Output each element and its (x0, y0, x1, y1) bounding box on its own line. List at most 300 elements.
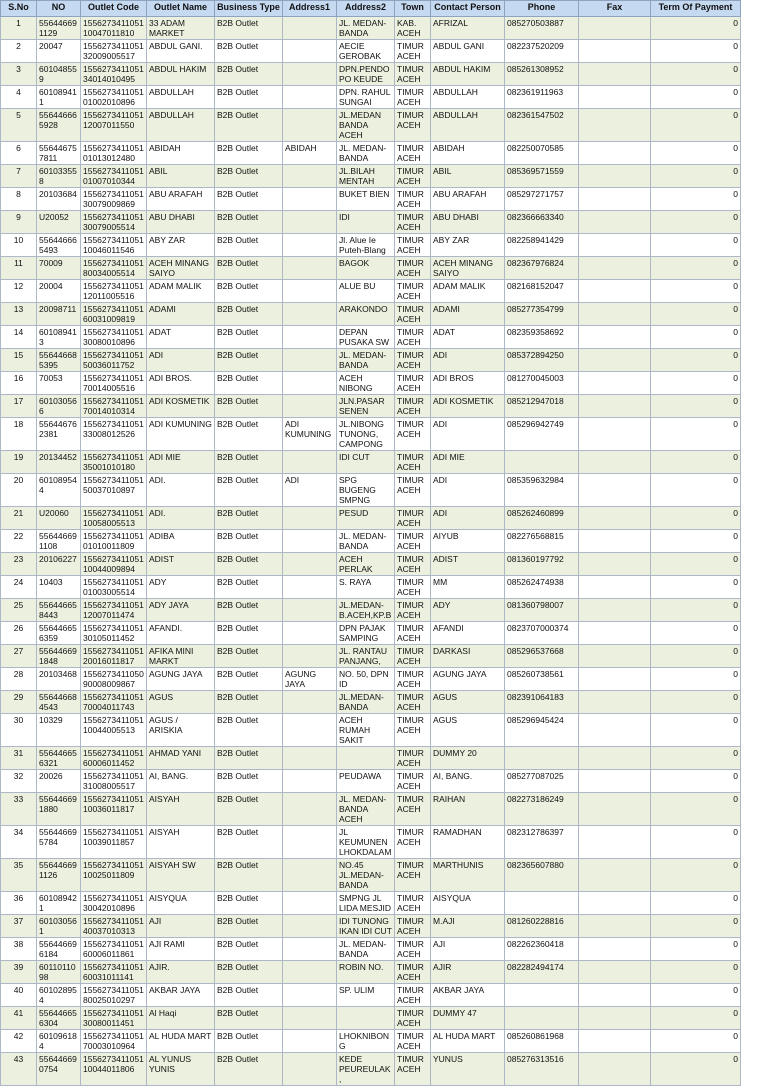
cell-address2[interactable]: JL. MEDAN-BANDA ACEH (337, 793, 395, 826)
cell-sno[interactable]: 38 (1, 938, 37, 961)
table-row[interactable] (1, 691, 741, 714)
cell-term-of-payment[interactable]: 0 (651, 395, 741, 418)
table-row[interactable] (1, 372, 741, 395)
cell-address2[interactable]: AECIE GEROBAK (337, 40, 395, 63)
cell-outlet-name[interactable]: ABDUL GANI. (147, 40, 215, 63)
cell-town[interactable]: TIMUR ACEH (395, 961, 431, 984)
cell-sno[interactable]: 20 (1, 474, 37, 507)
cell-no[interactable]: 601030566 (37, 395, 81, 418)
table-row[interactable] (1, 984, 741, 1007)
table-row[interactable] (1, 599, 741, 622)
cell-business-type[interactable]: B2B Outlet (215, 303, 283, 326)
cell-sno[interactable]: 22 (1, 530, 37, 553)
cell-sno[interactable]: 29 (1, 691, 37, 714)
cell-outlet-name[interactable]: ADI KOSMETIK (147, 395, 215, 418)
cell-address1[interactable] (283, 859, 337, 892)
cell-contact-person[interactable]: ADAM MALIK (431, 280, 505, 303)
cell-term-of-payment[interactable]: 0 (651, 1030, 741, 1053)
cell-business-type[interactable]: B2B Outlet (215, 234, 283, 257)
cell-sno[interactable]: 16 (1, 372, 37, 395)
cell-outlet-name[interactable]: ABDULLAH (147, 109, 215, 142)
table-row[interactable] (1, 211, 741, 234)
cell-no[interactable]: 6011011098 (37, 961, 81, 984)
cell-town[interactable]: TIMUR ACEH (395, 395, 431, 418)
table-row[interactable] (1, 17, 741, 40)
cell-sno[interactable]: 26 (1, 622, 37, 645)
cell-town[interactable]: TIMUR ACEH (395, 109, 431, 142)
cell-fax[interactable] (579, 770, 651, 793)
table-row[interactable] (1, 714, 741, 747)
cell-no[interactable]: 20134452 (37, 451, 81, 474)
cell-phone[interactable]: 085212947018 (505, 395, 579, 418)
cell-outlet-code[interactable]: 155627341105110047011810 (81, 17, 147, 40)
cell-phone[interactable]: 082361547502 (505, 109, 579, 142)
cell-business-type[interactable]: B2B Outlet (215, 747, 283, 770)
table-row[interactable] (1, 961, 741, 984)
cell-term-of-payment[interactable]: 0 (651, 668, 741, 691)
cell-address1[interactable] (283, 326, 337, 349)
table-row[interactable] (1, 418, 741, 451)
cell-sno[interactable]: 35 (1, 859, 37, 892)
cell-address1[interactable] (283, 395, 337, 418)
cell-fax[interactable] (579, 188, 651, 211)
cell-term-of-payment[interactable]: 0 (651, 17, 741, 40)
cell-business-type[interactable]: B2B Outlet (215, 280, 283, 303)
cell-sno[interactable]: 15 (1, 349, 37, 372)
cell-sno[interactable]: 24 (1, 576, 37, 599)
cell-address2[interactable]: ROBIN NO. (337, 961, 395, 984)
cell-business-type[interactable]: B2B Outlet (215, 984, 283, 1007)
cell-outlet-code[interactable]: 155627341105130080010896 (81, 326, 147, 349)
cell-outlet-code[interactable]: 155627341105101010011809 (81, 530, 147, 553)
cell-phone[interactable]: 0823707000374 (505, 622, 579, 645)
cell-outlet-name[interactable]: AISYQUA (147, 892, 215, 915)
cell-fax[interactable] (579, 668, 651, 691)
cell-no[interactable]: 20098711 (37, 303, 81, 326)
cell-no[interactable]: 601033558 (37, 165, 81, 188)
cell-outlet-code[interactable]: 155627341105110058005513 (81, 507, 147, 530)
table-row[interactable] (1, 1030, 741, 1053)
table-row[interactable] (1, 303, 741, 326)
cell-fax[interactable] (579, 303, 651, 326)
cell-town[interactable]: TIMUR ACEH (395, 793, 431, 826)
table-row[interactable] (1, 109, 741, 142)
cell-fax[interactable] (579, 86, 651, 109)
table-row[interactable] (1, 349, 741, 372)
cell-business-type[interactable]: B2B Outlet (215, 1053, 283, 1086)
cell-sno[interactable]: 40 (1, 984, 37, 1007)
table-row[interactable] (1, 234, 741, 257)
cell-contact-person[interactable]: ADI MIE (431, 451, 505, 474)
cell-fax[interactable] (579, 530, 651, 553)
cell-fax[interactable] (579, 63, 651, 86)
table-row[interactable] (1, 326, 741, 349)
cell-fax[interactable] (579, 961, 651, 984)
cell-no[interactable]: 556446656304 (37, 1007, 81, 1030)
cell-no[interactable]: 20103684 (37, 188, 81, 211)
cell-sno[interactable]: 42 (1, 1030, 37, 1053)
cell-sno[interactable]: 2 (1, 40, 37, 63)
cell-outlet-name[interactable]: ADI (147, 349, 215, 372)
cell-address1[interactable] (283, 372, 337, 395)
cell-no[interactable]: 556446656321 (37, 747, 81, 770)
cell-contact-person[interactable]: ADI BROS (431, 372, 505, 395)
cell-address1[interactable] (283, 826, 337, 859)
cell-address2[interactable]: JL. RANTAU PANJANG, (337, 645, 395, 668)
cell-outlet-name[interactable]: AISYAH SW (147, 859, 215, 892)
cell-sno[interactable]: 3 (1, 63, 37, 86)
cell-town[interactable]: TIMUR ACEH (395, 234, 431, 257)
cell-term-of-payment[interactable]: 0 (651, 63, 741, 86)
cell-outlet-name[interactable]: AFIKA MINI MARKT (147, 645, 215, 668)
cell-outlet-name[interactable]: ADI KUMUNING (147, 418, 215, 451)
cell-town[interactable]: TIMUR ACEH (395, 530, 431, 553)
cell-fax[interactable] (579, 280, 651, 303)
cell-contact-person[interactable]: MM (431, 576, 505, 599)
cell-address2[interactable]: NO. 50, DPN ID (337, 668, 395, 691)
table-row[interactable] (1, 576, 741, 599)
cell-town[interactable]: TIMUR ACEH (395, 1053, 431, 1086)
cell-sno[interactable]: 36 (1, 892, 37, 915)
cell-contact-person[interactable]: ABDUL HAKIM (431, 63, 505, 86)
cell-address1[interactable]: ABIDAH (283, 142, 337, 165)
cell-fax[interactable] (579, 915, 651, 938)
cell-sno[interactable]: 4 (1, 86, 37, 109)
cell-fax[interactable] (579, 165, 651, 188)
cell-address1[interactable] (283, 211, 337, 234)
cell-term-of-payment[interactable]: 0 (651, 984, 741, 1007)
cell-outlet-name[interactable]: ABDUL HAKIM (147, 63, 215, 86)
cell-town[interactable]: TIMUR ACEH (395, 938, 431, 961)
cell-no[interactable]: 556446684543 (37, 691, 81, 714)
cell-address1[interactable] (283, 961, 337, 984)
cell-contact-person[interactable]: AFRIZAL (431, 17, 505, 40)
cell-business-type[interactable]: B2B Outlet (215, 165, 283, 188)
cell-address1[interactable] (283, 645, 337, 668)
cell-outlet-name[interactable]: ABIL (147, 165, 215, 188)
cell-term-of-payment[interactable]: 0 (651, 938, 741, 961)
cell-contact-person[interactable]: ABDULLAH (431, 86, 505, 109)
cell-outlet-code[interactable]: 155627341105130080011451 (81, 1007, 147, 1030)
cell-town[interactable]: TIMUR ACEH (395, 211, 431, 234)
cell-phone[interactable]: 085270503887 (505, 17, 579, 40)
table-row[interactable] (1, 1007, 741, 1030)
table-row[interactable] (1, 257, 741, 280)
cell-no[interactable]: 601048559 (37, 63, 81, 86)
cell-no[interactable]: 601096184 (37, 1030, 81, 1053)
cell-address1[interactable] (283, 165, 337, 188)
cell-address1[interactable] (283, 1030, 337, 1053)
cell-business-type[interactable]: B2B Outlet (215, 1030, 283, 1053)
cell-address1[interactable]: AGUNG JAYA (283, 668, 337, 691)
cell-sno[interactable]: 12 (1, 280, 37, 303)
cell-fax[interactable] (579, 474, 651, 507)
cell-town[interactable]: TIMUR ACEH (395, 326, 431, 349)
cell-fax[interactable] (579, 257, 651, 280)
cell-business-type[interactable]: B2B Outlet (215, 507, 283, 530)
cell-no[interactable]: 556446762381 (37, 418, 81, 451)
cell-phone[interactable]: 082237520209 (505, 40, 579, 63)
cell-sno[interactable]: 7 (1, 165, 37, 188)
cell-outlet-name[interactable]: AI, BANG. (147, 770, 215, 793)
cell-outlet-code[interactable]: 155627341105170003010964 (81, 1030, 147, 1053)
cell-business-type[interactable]: B2B Outlet (215, 326, 283, 349)
cell-no[interactable]: 10329 (37, 714, 81, 747)
cell-address2[interactable] (337, 1007, 395, 1030)
cell-town[interactable]: TIMUR ACEH (395, 303, 431, 326)
cell-fax[interactable] (579, 714, 651, 747)
cell-outlet-code[interactable]: 155627341105135001010180 (81, 451, 147, 474)
cell-business-type[interactable]: B2B Outlet (215, 418, 283, 451)
cell-no[interactable]: 556446695784 (37, 826, 81, 859)
table-row[interactable] (1, 793, 741, 826)
col-header-business-type[interactable]: Business Type (215, 1, 283, 17)
cell-address1[interactable] (283, 507, 337, 530)
cell-phone[interactable]: 082359358692 (505, 326, 579, 349)
cell-outlet-code[interactable]: 155627341105140037010313 (81, 915, 147, 938)
cell-outlet-code[interactable]: 155627341105130079009869 (81, 188, 147, 211)
cell-contact-person[interactable]: AKBAR JAYA (431, 984, 505, 1007)
cell-address1[interactable] (283, 530, 337, 553)
cell-phone[interactable]: 085372894250 (505, 349, 579, 372)
cell-contact-person[interactable]: DUMMY 47 (431, 1007, 505, 1030)
cell-outlet-code[interactable]: 155627341105110044005513 (81, 714, 147, 747)
cell-outlet-code[interactable]: 155627341105110046011546 (81, 234, 147, 257)
cell-address1[interactable] (283, 915, 337, 938)
table-row[interactable] (1, 553, 741, 576)
cell-town[interactable]: TIMUR ACEH (395, 599, 431, 622)
cell-contact-person[interactable]: AJI (431, 938, 505, 961)
cell-address2[interactable]: JL.NIBONG TUNONG, CAMPONG (337, 418, 395, 451)
cell-town[interactable]: TIMUR ACEH (395, 372, 431, 395)
cell-town[interactable]: TIMUR ACEH (395, 859, 431, 892)
cell-no[interactable]: 556446690754 (37, 1053, 81, 1086)
cell-business-type[interactable]: B2B Outlet (215, 395, 283, 418)
cell-outlet-name[interactable]: ABY ZAR (147, 234, 215, 257)
cell-no[interactable]: 556446665493 (37, 234, 81, 257)
cell-address2[interactable]: BAGOK (337, 257, 395, 280)
cell-fax[interactable] (579, 349, 651, 372)
cell-business-type[interactable]: B2B Outlet (215, 40, 283, 63)
cell-sno[interactable]: 41 (1, 1007, 37, 1030)
cell-address2[interactable]: JL. MEDAN-BANDA (337, 349, 395, 372)
cell-contact-person[interactable]: ADIST (431, 553, 505, 576)
cell-town[interactable]: TIMUR ACEH (395, 63, 431, 86)
cell-address2[interactable]: DPN PAJAK SAMPING (337, 622, 395, 645)
cell-phone[interactable]: 081360197792 (505, 553, 579, 576)
cell-phone[interactable]: 085277354799 (505, 303, 579, 326)
col-header-sno[interactable]: S.No (1, 1, 37, 17)
cell-outlet-code[interactable]: 155627341105134014010495 (81, 63, 147, 86)
cell-phone[interactable]: 085277087025 (505, 770, 579, 793)
cell-phone[interactable]: 082276568815 (505, 530, 579, 553)
cell-contact-person[interactable]: ADAT (431, 326, 505, 349)
cell-address1[interactable] (283, 747, 337, 770)
cell-town[interactable]: TIMUR ACEH (395, 826, 431, 859)
cell-term-of-payment[interactable]: 0 (651, 961, 741, 984)
cell-sno[interactable]: 9 (1, 211, 37, 234)
cell-contact-person[interactable]: DUMMY 20 (431, 747, 505, 770)
cell-address1[interactable] (283, 303, 337, 326)
table-row[interactable] (1, 668, 741, 691)
cell-outlet-name[interactable]: ADI MIE (147, 451, 215, 474)
cell-no[interactable]: 20004 (37, 280, 81, 303)
cell-address1[interactable] (283, 257, 337, 280)
cell-phone[interactable]: 085296945424 (505, 714, 579, 747)
cell-term-of-payment[interactable]: 0 (651, 915, 741, 938)
cell-sno[interactable]: 14 (1, 326, 37, 349)
cell-no[interactable]: U20052 (37, 211, 81, 234)
cell-address2[interactable]: IDI TUNONG IKAN IDI CUT (337, 915, 395, 938)
cell-outlet-code[interactable]: 155627341105130105011452 (81, 622, 147, 645)
cell-sno[interactable]: 10 (1, 234, 37, 257)
cell-term-of-payment[interactable]: 0 (651, 859, 741, 892)
cell-address2[interactable]: JL. MEDAN-BANDA (337, 17, 395, 40)
cell-town[interactable]: TIMUR ACEH (395, 507, 431, 530)
cell-town[interactable]: TIMUR ACEH (395, 668, 431, 691)
cell-fax[interactable] (579, 234, 651, 257)
cell-address2[interactable]: SMPNG JL LIDA MESJID (337, 892, 395, 915)
cell-business-type[interactable]: B2B Outlet (215, 793, 283, 826)
cell-phone[interactable]: 081360798007 (505, 599, 579, 622)
cell-term-of-payment[interactable]: 0 (651, 474, 741, 507)
cell-term-of-payment[interactable]: 0 (651, 770, 741, 793)
cell-sno[interactable]: 6 (1, 142, 37, 165)
cell-phone[interactable]: 085260861968 (505, 1030, 579, 1053)
cell-business-type[interactable]: B2B Outlet (215, 188, 283, 211)
cell-term-of-payment[interactable]: 0 (651, 553, 741, 576)
cell-sno[interactable]: 28 (1, 668, 37, 691)
cell-fax[interactable] (579, 451, 651, 474)
cell-phone[interactable]: 082366663340 (505, 211, 579, 234)
cell-term-of-payment[interactable]: 0 (651, 507, 741, 530)
cell-phone[interactable]: 082367976824 (505, 257, 579, 280)
cell-term-of-payment[interactable]: 0 (651, 165, 741, 188)
cell-outlet-name[interactable]: ABDULLAH (147, 86, 215, 109)
cell-contact-person[interactable]: ABIDAH (431, 142, 505, 165)
cell-town[interactable]: TIMUR ACEH (395, 714, 431, 747)
table-row[interactable] (1, 63, 741, 86)
cell-business-type[interactable]: B2B Outlet (215, 109, 283, 142)
cell-outlet-name[interactable]: AKBAR JAYA (147, 984, 215, 1007)
cell-business-type[interactable]: B2B Outlet (215, 142, 283, 165)
cell-sno[interactable]: 39 (1, 961, 37, 984)
cell-no[interactable]: 556446658443 (37, 599, 81, 622)
cell-fax[interactable] (579, 984, 651, 1007)
cell-term-of-payment[interactable]: 0 (651, 86, 741, 109)
cell-outlet-name[interactable]: ADAM MALIK (147, 280, 215, 303)
cell-outlet-name[interactable]: ADY JAYA (147, 599, 215, 622)
cell-business-type[interactable]: B2B Outlet (215, 938, 283, 961)
cell-outlet-code[interactable]: 155627341105112011005516 (81, 280, 147, 303)
cell-phone[interactable] (505, 1007, 579, 1030)
cell-contact-person[interactable]: AGUS (431, 714, 505, 747)
cell-sno[interactable]: 19 (1, 451, 37, 474)
table-row[interactable] (1, 40, 741, 63)
cell-no[interactable]: 601028954 (37, 984, 81, 1007)
cell-outlet-code[interactable]: 155627341105132009005517 (81, 40, 147, 63)
cell-term-of-payment[interactable]: 0 (651, 280, 741, 303)
cell-address2[interactable]: LHOKNIBONG (337, 1030, 395, 1053)
cell-no[interactable]: 70053 (37, 372, 81, 395)
cell-term-of-payment[interactable]: 0 (651, 40, 741, 63)
cell-contact-person[interactable]: AL HUDA MART (431, 1030, 505, 1053)
cell-address2[interactable]: JL.MEDAN-BANDA (337, 691, 395, 714)
cell-town[interactable]: TIMUR ACEH (395, 553, 431, 576)
cell-address1[interactable] (283, 714, 337, 747)
cell-town[interactable]: TIMUR ACEH (395, 645, 431, 668)
cell-no[interactable]: 601089544 (37, 474, 81, 507)
cell-address1[interactable] (283, 793, 337, 826)
cell-outlet-code[interactable]: 155627341105112007011550 (81, 109, 147, 142)
cell-address2[interactable]: JLN.PASAR SENEN (337, 395, 395, 418)
cell-outlet-name[interactable]: AJI RAMI (147, 938, 215, 961)
cell-fax[interactable] (579, 691, 651, 714)
cell-contact-person[interactable]: AFANDI (431, 622, 505, 645)
cell-sno[interactable]: 21 (1, 507, 37, 530)
cell-address2[interactable]: DPN.PENDOPO KEUDE (337, 63, 395, 86)
cell-address1[interactable] (283, 234, 337, 257)
cell-contact-person[interactable]: YUNUS (431, 1053, 505, 1086)
cell-outlet-code[interactable]: 155627341105133008012526 (81, 418, 147, 451)
cell-fax[interactable] (579, 109, 651, 142)
table-row[interactable] (1, 770, 741, 793)
cell-sno[interactable]: 5 (1, 109, 37, 142)
cell-contact-person[interactable]: ACEH MINANG SAIYO (431, 257, 505, 280)
cell-address2[interactable]: PEUDAWA (337, 770, 395, 793)
cell-address2[interactable]: SPG BUGENG SMPNG (337, 474, 395, 507)
cell-address2[interactable]: ALUE BU (337, 280, 395, 303)
cell-term-of-payment[interactable]: 0 (651, 234, 741, 257)
cell-phone[interactable]: 082391064183 (505, 691, 579, 714)
cell-phone[interactable]: 085369571559 (505, 165, 579, 188)
cell-outlet-code[interactable]: 155627341105110036011817 (81, 793, 147, 826)
cell-sno[interactable]: 18 (1, 418, 37, 451)
cell-outlet-name[interactable]: ABIDAH (147, 142, 215, 165)
cell-fax[interactable] (579, 372, 651, 395)
cell-town[interactable]: TIMUR ACEH (395, 40, 431, 63)
cell-address2[interactable]: JL.MEDAN-B.ACEH,KP.B (337, 599, 395, 622)
cell-phone[interactable]: 082168152047 (505, 280, 579, 303)
table-row[interactable] (1, 142, 741, 165)
table-row[interactable] (1, 280, 741, 303)
cell-address2[interactable]: JL.MEDAN BANDA ACEH (337, 109, 395, 142)
cell-outlet-code[interactable]: 155627341105130042010896 (81, 892, 147, 915)
cell-term-of-payment[interactable]: 0 (651, 418, 741, 451)
cell-town[interactable]: TIMUR ACEH (395, 257, 431, 280)
col-header-address1[interactable]: Address1 (283, 1, 337, 17)
cell-term-of-payment[interactable]: 0 (651, 109, 741, 142)
cell-sno[interactable]: 25 (1, 599, 37, 622)
cell-address1[interactable] (283, 451, 337, 474)
cell-address2[interactable]: DEPAN PUSAKA SW (337, 326, 395, 349)
cell-address2[interactable]: S. RAYA (337, 576, 395, 599)
cell-sno[interactable]: 11 (1, 257, 37, 280)
cell-town[interactable]: TIMUR ACEH (395, 691, 431, 714)
cell-business-type[interactable]: B2B Outlet (215, 63, 283, 86)
cell-business-type[interactable]: B2B Outlet (215, 826, 283, 859)
cell-town[interactable]: TIMUR ACEH (395, 747, 431, 770)
cell-outlet-code[interactable]: 155627341105112007011474 (81, 599, 147, 622)
cell-contact-person[interactable]: ADI (431, 507, 505, 530)
cell-term-of-payment[interactable]: 0 (651, 826, 741, 859)
cell-address2[interactable]: ACEH PERLAK (337, 553, 395, 576)
cell-phone[interactable]: 082365607880 (505, 859, 579, 892)
cell-phone[interactable]: 085297271757 (505, 188, 579, 211)
cell-town[interactable]: TIMUR ACEH (395, 188, 431, 211)
cell-address1[interactable] (283, 691, 337, 714)
cell-address1[interactable] (283, 576, 337, 599)
